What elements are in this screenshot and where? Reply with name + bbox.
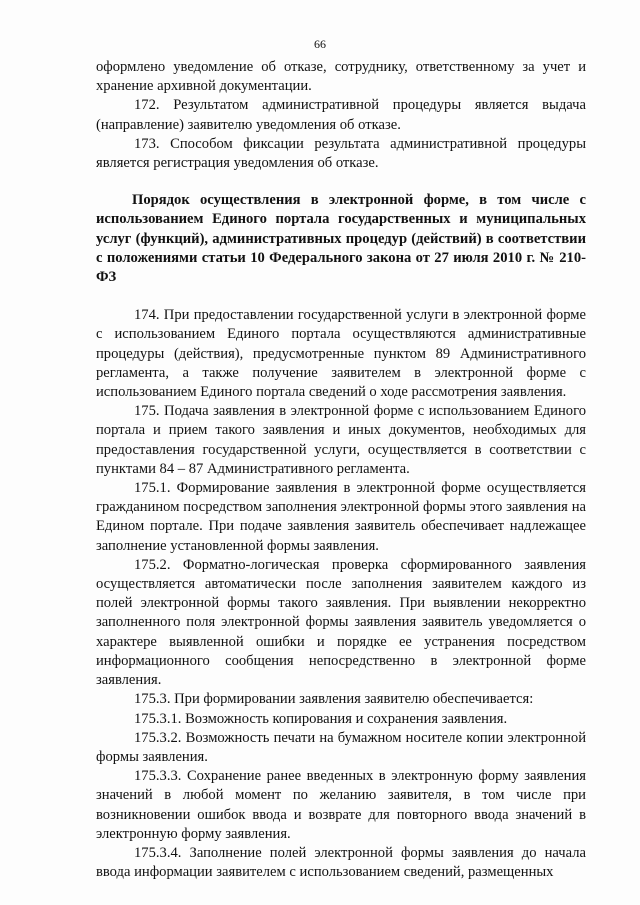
paragraph: оформлено уведомление об отказе, сотруднику, ответственному за учет и хранение архивной документации.	[96, 59, 586, 95]
paragraph: 175.3.3. Сохранение ранее введенных в электронную форму заявления значений в любой момент по желанию заявителя, в том числе при возникновении ошибок ввода и возврате для повторного ввода значений в электронную форму заявления.	[96, 768, 586, 842]
section-heading: Порядок осуществления в электронной форме, в том числе с использованием Единого портала государственных и муниципальных услуг (функций), административных процедур (действий) в соответствии с положениями статьи 10 Федерального закона от 27 июля 2010 г. № 210-ФЗ	[96, 192, 586, 286]
paragraph: 172. Результатом административной процедуры является выдача (направление) заявителю уведомления об отказе.	[96, 97, 586, 133]
paragraph: 175.3.2. Возможность печати на бумажном носителе копии электронной формы заявления.	[96, 729, 586, 765]
paragraph: 174. При предоставлении государственной услуги в электронной форме с использованием Единого портала осуществляются административные процедуры (действия), предусмотренные пунктом 89 Административного регламента, а также получение заявителем в электронной форме с использованием Единого портала сведений о ходе рассмотрения заявления.	[96, 307, 586, 401]
paragraph: 175. Подача заявления в электронной форме с использованием Единого портала и прием такого заявления и иных документов, необходимых для предоставления государственной услуги, осуществляется в соответствии с пунктами 84 – 87 Административного регламента.	[96, 403, 586, 477]
page-number: 66	[314, 37, 326, 51]
paragraph: 175.1. Формирование заявления в электронной форме осуществляется гражданином посредством заполнения электронной формы этого заявления на Едином портале. При подаче заявления заявитель обеспечивает надлежащее заполнение установленной формы заявления.	[96, 480, 586, 554]
paragraph: 175.2. Форматно-логическая проверка сформированного заявления осуществляется автоматически после заполнения заявителем каждого из полей электронной формы такого заявления. При выявлении некорректно заполненного поля электронной формы заявления заявитель уведомляется о характере выявленной ошибки и порядке ее устранения посредством информационного сообщения непосредственно в электронной форме заявления.	[96, 556, 586, 689]
paragraph: 175.3.1. Возможность копирования и сохранения заявления.	[134, 710, 508, 727]
document-body	[96, 58, 586, 882]
paragraph: 173. Способом фиксации результата административной процедуры является регистрация уведомления об отказе.	[96, 135, 586, 172]
paragraph: 175.3.4. Заполнение полей электронной формы заявления до начала ввода информации заявителем с использованием сведений, размещенных	[96, 844, 586, 881]
paragraph: 175.3. При формировании заявления заявителю обеспечивается:	[134, 691, 534, 708]
